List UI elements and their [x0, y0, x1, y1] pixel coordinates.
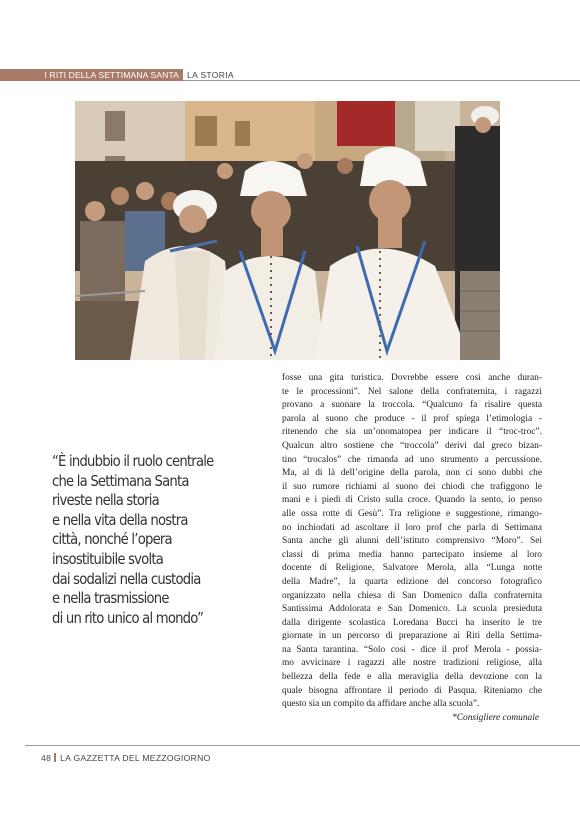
article-line: mani e i piedi di Cristo sulla croce. Quando la sento, io penso	[282, 495, 542, 506]
procession-photo	[75, 101, 500, 360]
article-line: alle ossa rotte di Gesù”. Tra religione e suggestione, rimango-	[282, 508, 542, 519]
article-line: Qualcun altro sostiene che “troccola” derivi dal greco bizan-	[282, 440, 542, 451]
article-line: dalla dirigente scolastica Loredana Bucci ha inserito le tre	[282, 617, 542, 628]
article-line: na Santa tarantina. “Solo così - dice il prof Merola - possia-	[282, 644, 542, 655]
article-line: ritenendo che sia un’onomatopea per indicare il “troc-troc”.	[282, 427, 542, 438]
pull-quote-line: insostituibile svolta	[52, 549, 164, 568]
header-rule	[183, 80, 580, 81]
article-line: mo avvicinare i ragazzi alle nostre tradizioni religiose, alla	[282, 658, 542, 669]
pull-quote-line: di un rito unico al mondo”	[52, 608, 204, 627]
subsection-label: LA STORIA	[187, 70, 234, 80]
article-line: giornate in un percorso di preparazione ai Riti della Settima-	[282, 631, 542, 642]
article-body	[282, 372, 542, 712]
article-line: fosse una gita turistica. Dovrebbe essere così anche duran-	[282, 373, 542, 383]
page-footer	[41, 753, 211, 763]
pull-quote-line: e nella trasmissione	[52, 589, 169, 608]
publication-name: LA GAZZETTA DEL MEZZOGIORNO	[60, 753, 211, 763]
pull-quote-line: e nella vita della nostra	[52, 510, 188, 529]
pull-quote-line: dai sodalizi nella custodia	[52, 569, 201, 588]
article-line: questo sia un compito da affidare anche alla scuola”.	[282, 699, 480, 710]
pull-quote-line: riveste nella storia	[52, 491, 159, 510]
footer-divider	[54, 753, 56, 762]
author-signature: *Consigliere comunale	[452, 713, 539, 723]
article-line: Santissima Addolorata e San Domenico. La scuola presieduta	[282, 604, 542, 615]
article-line: tino “trocalos” che rimanda ad uno strumento a percussione.	[282, 454, 542, 465]
article-line: te le processioni”. Nel salone della confraternita, i ragazzi	[282, 386, 542, 397]
article-line: della Madre”, la quarta edizione del concorso fotografico	[282, 576, 542, 587]
procession-illustration	[75, 101, 500, 360]
pull-quote-line: “È indubbio il ruolo centrale	[52, 452, 214, 470]
article-line: docente di Religione, Salvatore Merola, alla “Lunga notte	[282, 563, 542, 574]
pull-quote-line: che la Settimana Santa	[52, 471, 189, 490]
pull-quote-line: città, nonché l’opera	[52, 530, 172, 549]
article-line: Santa anche gli alunni dell’istituto comprensivo “Moro”. Sei	[282, 536, 542, 547]
article-line: il suo rumore richiami al suono dei chiodi che trafiggono le	[282, 481, 542, 492]
article-line: classi di prima media hanno partecipato insieme al loro	[282, 549, 542, 560]
article-line: parola al suono che produce - il prof spiega l’etimologia -	[282, 413, 542, 424]
page-number: 48	[41, 753, 52, 763]
article-line: organizzato nella chiesa di San Domenico dalla confraternita	[282, 590, 542, 601]
article-line: bellezza della fede e alla meraviglia della devozione con la	[282, 672, 542, 683]
article-line: no inchiodati ad ascoltare il loro prof che parla di Settimana	[282, 522, 542, 533]
footer-rule	[25, 745, 580, 746]
article-line: quale bisogna affrontare il periodo di Pasqua. Riteniamo che	[282, 685, 542, 696]
article-line: Ma, al di là dell’origine della parola, non ci sono dubbi che	[282, 468, 542, 479]
pull-quote	[52, 452, 237, 628]
section-header	[0, 69, 580, 81]
section-label: I RITI DELLA SETTIMANA SANTA	[0, 69, 183, 81]
article-line: provano a suonare la troccola. “Qualcuno fa risalire questa	[282, 400, 542, 411]
